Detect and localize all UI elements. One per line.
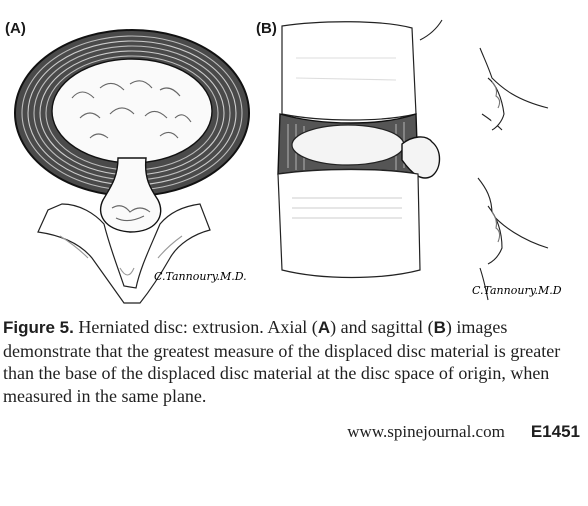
journal-website: www.spinejournal.com — [347, 422, 505, 441]
panel-b-signature: C.Tannoury.M.D — [472, 284, 562, 297]
caption-text-2: ) and sagittal ( — [330, 317, 434, 337]
caption-text-3: ) images demonstrate that the greatest measure of the displaced disc material is greater than the base of the displaced disc material at the disc space of origin, when measured in the same plane. — [3, 317, 561, 406]
caption-bold-b: B — [433, 318, 446, 337]
panel-a-label: (A) — [5, 20, 26, 37]
panel-b-label: (B) — [256, 20, 277, 37]
page-number: E1451 — [530, 422, 580, 441]
panel-a-signature: C.Tannoury.M.D. — [154, 270, 247, 283]
figure-number: Figure 5. — [3, 318, 74, 337]
sagittal-disc-illustration — [252, 18, 582, 308]
figure-caption — [3, 316, 585, 407]
caption-text-1: Herniated disc: extrusion. Axial ( — [73, 317, 318, 337]
page-footer — [347, 422, 580, 442]
axial-disc-illustration — [0, 18, 250, 308]
caption-bold-a: A — [317, 318, 331, 337]
